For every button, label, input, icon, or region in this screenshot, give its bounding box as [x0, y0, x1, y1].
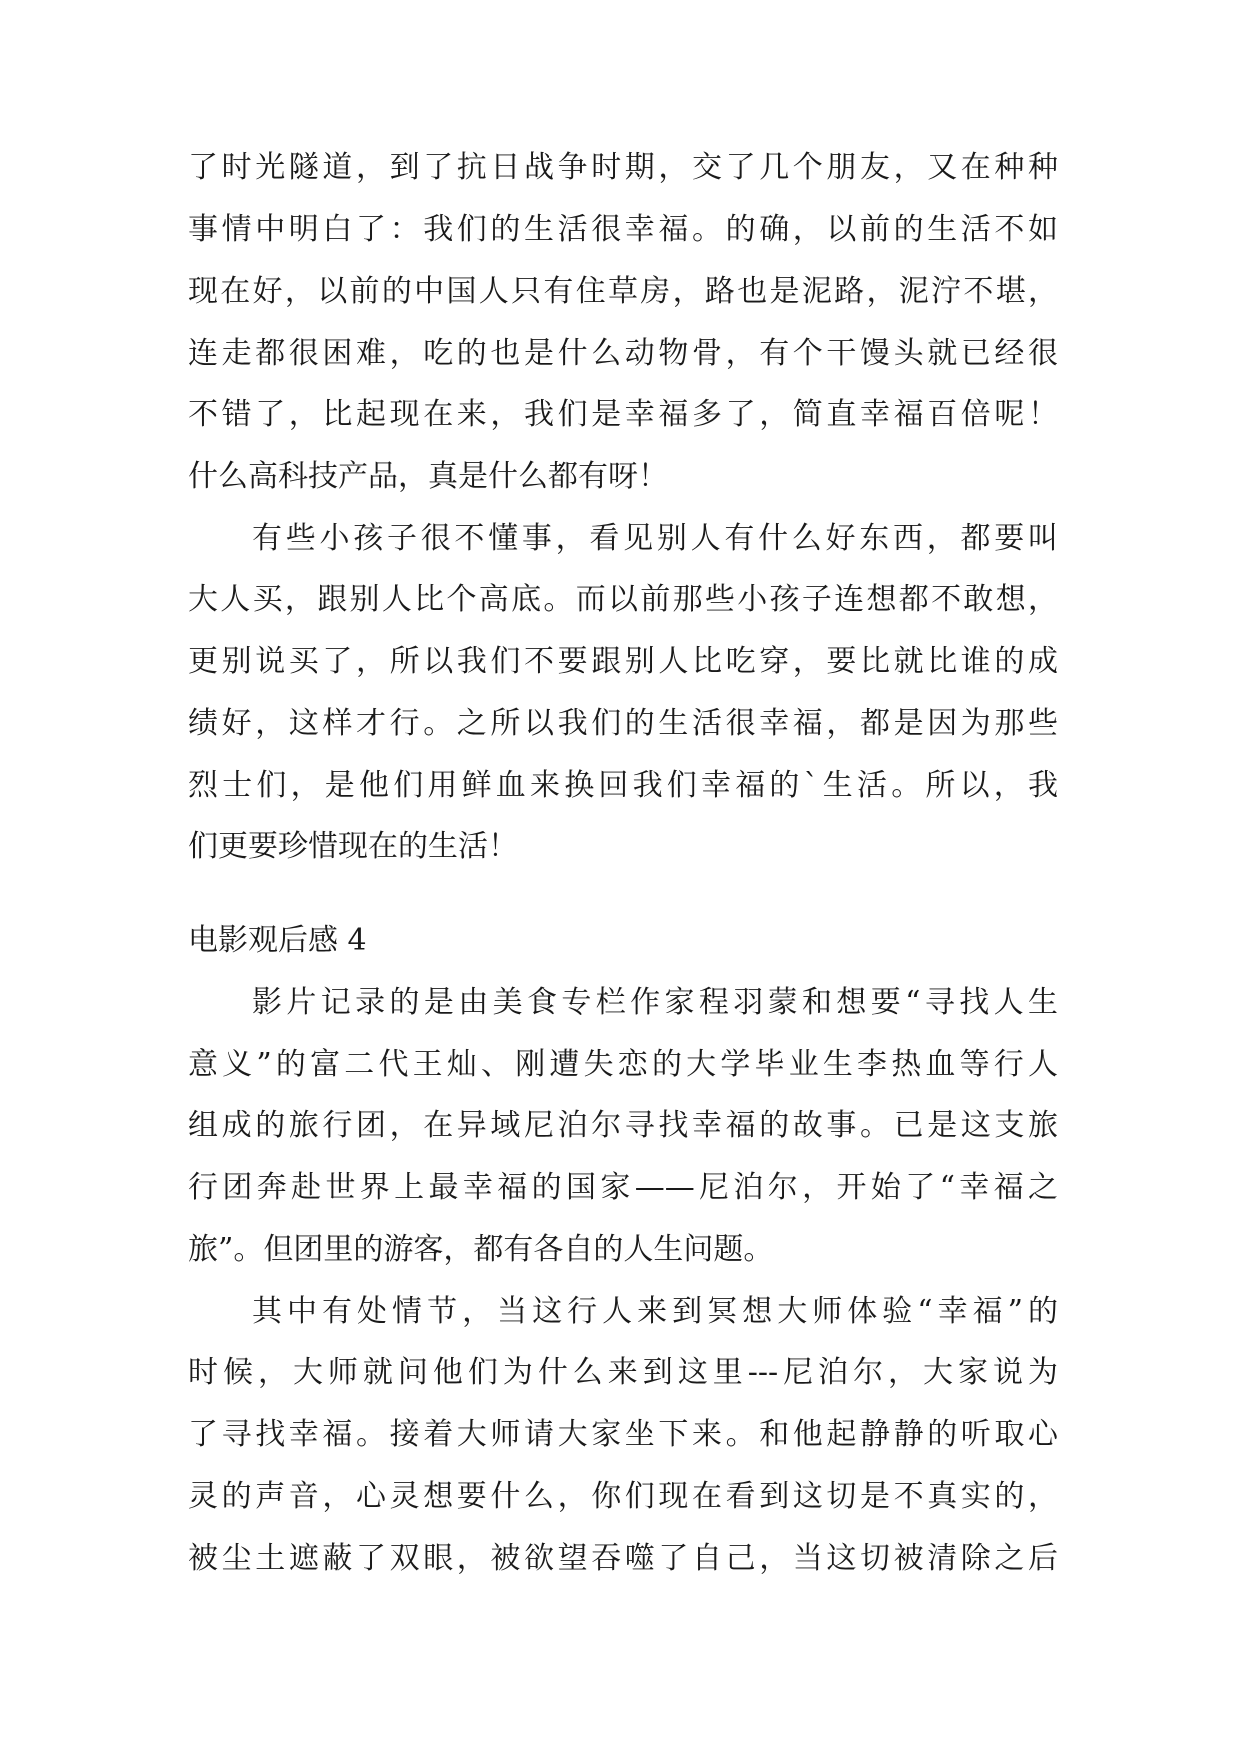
paragraph-3-line: 行团奔赴世界上最幸福的国家——尼泊尔，开始了“幸福之: [188, 1170, 1058, 1205]
paragraph-3-line: 影片记录的是由美食专栏作家程羽蒙和想要“寻找人生: [252, 985, 1058, 1020]
paragraph-2-line: 绩好，这样才行。之所以我们的生活很幸福，都是因为那些: [188, 706, 1058, 741]
paragraph-4-line: 其中有处情节，当这行人来到冥想大师体验“幸福”的: [252, 1294, 1058, 1329]
paragraph-4-line: 时候，大师就问他们为什么来到这里---尼泊尔，大家说为: [188, 1355, 1058, 1390]
paragraph-4-line: 了寻找幸福。接着大师请大家坐下来。和他起静静的听取心: [188, 1417, 1058, 1452]
paragraph-3-line: 旅”。但团里的游客，都有各自的人生问题。: [188, 1232, 774, 1267]
paragraph-4-line: 灵的声音，心灵想要什么，你们现在看到这切是不真实的，: [188, 1479, 1058, 1514]
paragraph-2-line: 有些小孩子很不懂事，看见别人有什么好东西，都要叫: [252, 521, 1058, 556]
paragraph-2-line: 更别说买了，所以我们不要跟别人比吃穿，要比就比谁的成: [188, 644, 1058, 679]
paragraph-2-line: 烈士们，是他们用鲜血来换回我们幸福的`生活。所以，我: [188, 768, 1058, 803]
paragraph-2-line: 们更要珍惜现在的生活！: [188, 829, 518, 864]
paragraph-1-line: 现在好，以前的中国人只有住草房，路也是泥路，泥泞不堪，: [188, 274, 1058, 309]
paragraph-1-line: 连走都很困难，吃的也是什么动物骨，有个干馒头就已经很: [188, 336, 1058, 371]
paragraph-1-line: 事情中明白了：我们的生活很幸福。的确，以前的生活不如: [188, 212, 1058, 247]
paragraph-2-line: 大人买，跟别人比个高底。而以前那些小孩子连想都不敢想，: [188, 582, 1058, 617]
paragraph-3-line: 意义”的富二代王灿、刚遭失恋的大学毕业生李热血等行人: [188, 1047, 1058, 1082]
paragraph-4-line: 被尘土遮蔽了双眼，被欲望吞噬了自己，当这切被清除之后: [188, 1541, 1058, 1576]
paragraph-1-line: 什么高科技产品，真是什么都有呀！: [188, 459, 668, 494]
paragraph-1-line: 了时光隧道，到了抗日战争时期，交了几个朋友，又在种种: [188, 150, 1058, 185]
section-heading: 电影观后感 4: [188, 923, 367, 958]
paragraph-1-line: 不错了，比起现在来，我们是幸福多了，简直幸福百倍呢！: [188, 397, 1058, 432]
paragraph-3-line: 组成的旅行团，在异域尼泊尔寻找幸福的故事。已是这支旅: [188, 1108, 1058, 1143]
